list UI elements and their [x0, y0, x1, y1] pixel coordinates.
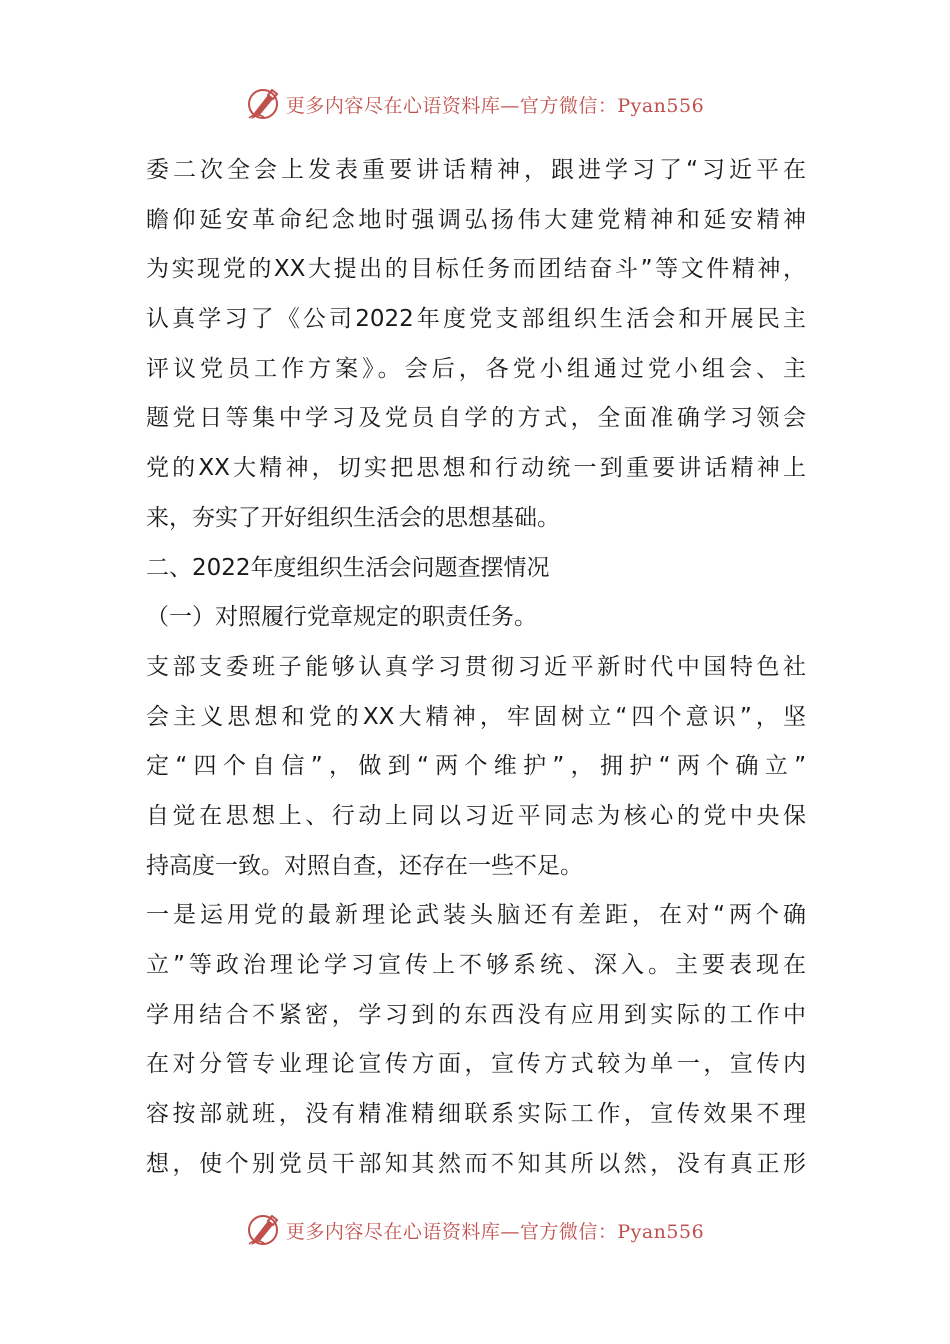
footer-watermark-text: 更多内容尽在心语资料库—官方微信：Pyan556	[285, 1220, 705, 1243]
body-line: 立”等政治理论学习宣传上不够系统、深入。主要表现在	[146, 952, 806, 978]
body-line: 支部支委班子能够认真学习贯彻习近平新时代中国特色社	[146, 653, 806, 680]
body-line: 认真学习了《公司2022年度党支部组织生活会和开展民主	[146, 306, 806, 333]
pen-nib-logo-icon	[246, 86, 282, 122]
body-line: 来，夯实了开好组织生活会的思想基础。	[146, 504, 560, 531]
body-line: 学用结合不紧密，学习到的东西没有应用到实际的工作中	[146, 1001, 806, 1028]
body-line: 一是运用党的最新理论武装头脑还有差距，在对“两个确	[146, 902, 806, 929]
header-watermark-banner	[0, 86, 950, 122]
body-line: 自觉在思想上、行动上同以习近平同志为核心的党中央保	[146, 802, 806, 829]
body-line: 会主义思想和党的XX大精神，牢固树立“四个意识”，坚	[146, 703, 806, 730]
body-line: 在对分管专业理论宣传方面，宣传方式较为单一，宣传内	[146, 1051, 806, 1078]
body-line: 定“四个自信”，做到“两个维护”，拥护“两个确立”	[146, 753, 806, 780]
body-line: 委二次全会上发表重要讲话精神，跟进学习了“习近平在	[146, 157, 806, 183]
section-heading: 二、2022年度组织生活会问题查摆情况	[146, 554, 550, 581]
body-line: 评议党员工作方案》。会后，各党小组通过党小组会、主	[146, 355, 806, 382]
body-line: 想，使个别党员干部知其然而不知其所以然，没有真正形	[146, 1150, 806, 1177]
body-line: 容按部就班，没有精准精细联系实际工作，宣传效果不理	[146, 1101, 806, 1128]
body-line: 持高度一致。对照自查，还存在一些不足。	[146, 852, 583, 879]
document-body	[146, 146, 806, 1189]
body-line: 为实现党的XX大提出的目标任务而团结奋斗”等文件精神，	[146, 256, 806, 283]
subsection-heading: （一）对照履行党章规定的职责任务。	[146, 604, 537, 631]
footer-watermark-banner	[0, 1212, 950, 1248]
body-line: 党的XX大精神，切实把思想和行动统一到重要讲话精神上	[146, 455, 806, 482]
body-line: 题党日等集中学习及党员自学的方式，全面准确学习领会	[146, 405, 806, 432]
body-line: 瞻仰延安革命纪念地时强调弘扬伟大建党精神和延安精神	[146, 206, 806, 233]
pen-nib-logo-icon	[246, 1212, 282, 1248]
header-watermark-text: 更多内容尽在心语资料库—官方微信：Pyan556	[285, 94, 705, 117]
